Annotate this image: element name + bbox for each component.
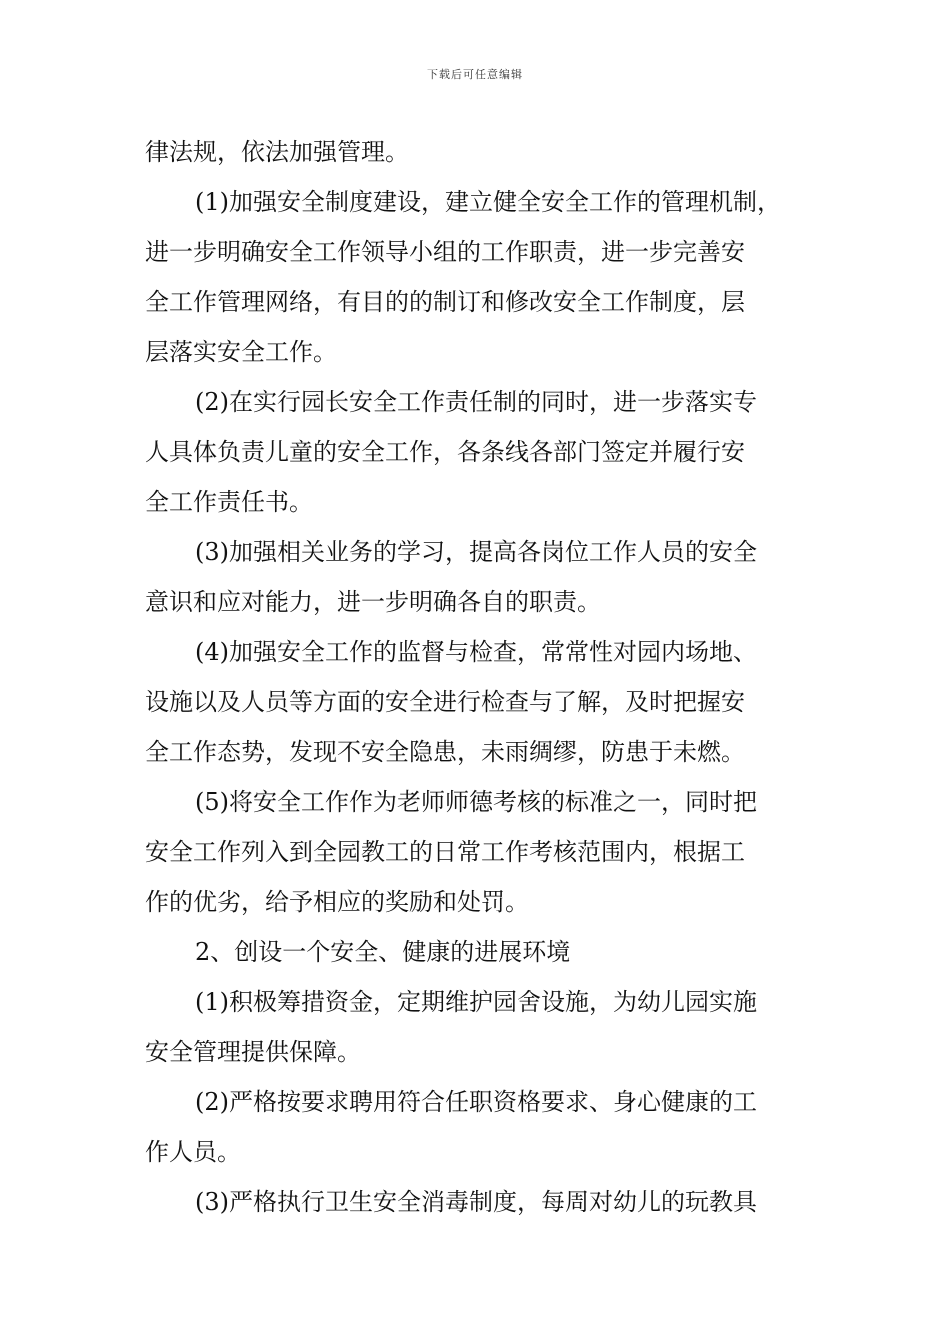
text-line: 作的优劣，给予相应的奖励和处罚。 xyxy=(145,888,529,916)
text-line: (3)严格执行卫生安全消毒制度，每周对幼儿的玩教具 xyxy=(195,1188,757,1216)
text-line: (2)在实行园长安全工作责任制的同时，进一步落实专 xyxy=(195,388,757,416)
text-line: (4)加强安全工作的监督与检查，常常性对园内场地、 xyxy=(195,638,757,666)
text-line: (2)严格按要求聘用符合任职资格要求、身心健康的工 xyxy=(195,1088,757,1116)
text-line: 层落实安全工作。 xyxy=(145,338,337,366)
text-line: 2、创设一个安全、健康的进展环境 xyxy=(195,938,571,966)
text-line: (3)加强相关业务的学习，提高各岗位工作人员的安全 xyxy=(195,538,757,566)
text-line: 全工作态势，发现不安全隐患，未雨绸缪，防患于未燃。 xyxy=(145,738,745,766)
text-line: (1)积极筹措资金，定期维护园舍设施，为幼儿园实施 xyxy=(195,988,757,1016)
text-line: 意识和应对能力，进一步明确各自的职责。 xyxy=(145,588,601,616)
text-line: 安全工作列入到全园教工的日常工作考核范围内，根据工 xyxy=(145,838,745,866)
document-body xyxy=(145,127,815,1227)
text-line: 全工作责任书。 xyxy=(145,488,313,516)
page-header: 下载后可任意编辑 xyxy=(427,68,523,81)
text-line: 全工作管理网络，有目的的制订和修改安全工作制度，层 xyxy=(145,288,745,316)
text-line: 人具体负责儿童的安全工作，各条线各部门签定并履行安 xyxy=(145,438,745,466)
text-line: 律法规，依法加强管理。 xyxy=(145,138,409,166)
text-line: 安全管理提供保障。 xyxy=(145,1038,361,1066)
text-line: (1)加强安全制度建设，建立健全安全工作的管理机制， xyxy=(195,188,781,216)
text-line: 作人员。 xyxy=(145,1138,241,1166)
text-line: (5)将安全工作作为老师师德考核的标准之一，同时把 xyxy=(195,788,757,816)
text-line: 设施以及人员等方面的安全进行检查与了解，及时把握安 xyxy=(145,688,745,716)
text-line: 进一步明确安全工作领导小组的工作职责，进一步完善安 xyxy=(145,238,745,266)
